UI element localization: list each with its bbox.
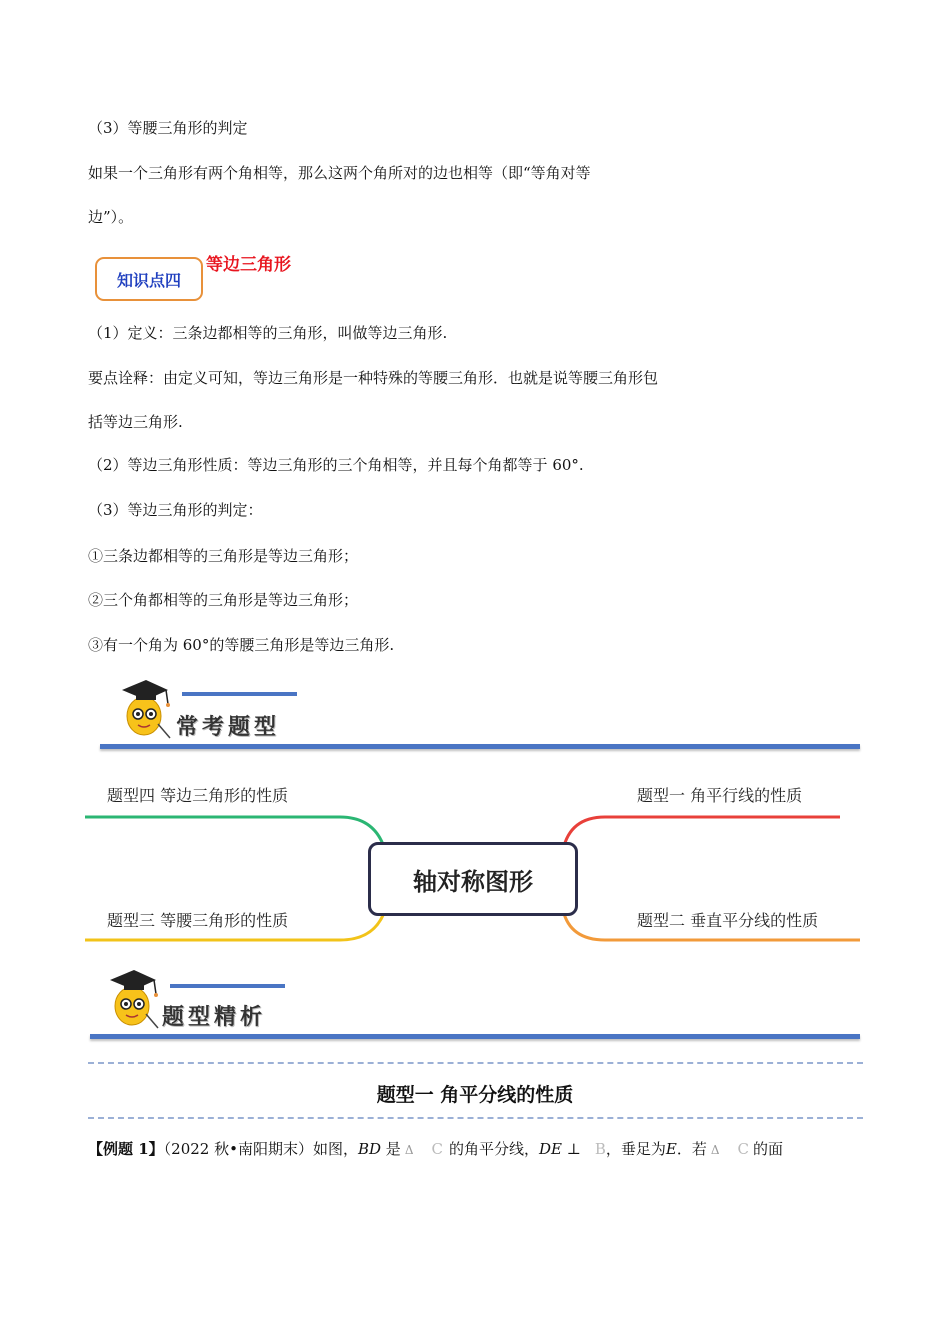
isosceles-judgement-text-line1: 如果一个三角形有两个角相等，那么这两个角所对的边也相等（即“等角对等	[88, 164, 591, 182]
section-common-title: 常考题型	[176, 714, 281, 740]
mindmap-label-bottom-left: 题型三 等腰三角形的性质	[107, 911, 289, 930]
equilateral-judgement-1: ①三条边都相等的三角形是等边三角形；	[88, 547, 359, 565]
mindmap-label-bottom-right: 题型二 垂直平分线的性质	[637, 911, 819, 930]
section-bar-long	[100, 744, 860, 749]
math-de: DE	[538, 1140, 562, 1158]
example-tag: 【例题 1】	[88, 1140, 164, 1158]
dashed-divider-bottom	[88, 1117, 863, 1119]
example-1	[88, 1138, 783, 1159]
math-b-faded: B	[594, 1140, 606, 1158]
triangle-symbol: Δ	[710, 1143, 720, 1157]
equilateral-judgement-2: ②三个角都相等的三角形是等边三角形；	[88, 591, 359, 609]
example-text: 是	[381, 1140, 401, 1158]
dashed-divider-top	[88, 1062, 863, 1064]
knowledge-point-title: 等边三角形	[206, 255, 291, 275]
triangle-symbol: Δ	[404, 1143, 414, 1157]
math-c-faded: C	[431, 1140, 443, 1158]
knowledge-point-box: 知识点四	[95, 257, 203, 301]
example-text: ，垂足为	[605, 1140, 666, 1158]
connector-top-right	[563, 817, 840, 850]
mindmap-label-top-right: 题型一 角平行线的性质	[637, 786, 803, 805]
section-bar-long	[90, 1034, 860, 1039]
section-common-header	[90, 672, 870, 762]
example-text: 的面	[753, 1140, 784, 1158]
equilateral-property: （2）等边三角形性质：等边三角形的三个角相等，并且每个角都等于 60°.	[88, 456, 584, 474]
equilateral-judgement-heading: （3）等边三角形的判定：	[88, 501, 263, 519]
equilateral-note-line1: 要点诠释：由定义可知，等边三角形是一种特殊的等腰三角形．也就是说等腰三角形包	[88, 369, 659, 387]
mindmap	[85, 770, 865, 950]
connector-top-left	[85, 817, 385, 850]
example-source: （2022 秋•南阳期末）如图，	[163, 1140, 358, 1158]
section-analysis-title: 题型精析	[162, 1004, 267, 1030]
mindmap-label-top-left: 题型四 等边三角形的性质	[107, 786, 289, 805]
section-analysis-header	[90, 962, 870, 1052]
section-bar-short	[182, 692, 297, 696]
equilateral-note-line2: 括等边三角形.	[88, 413, 183, 431]
type-one-title: 题型一 角平分线的性质	[376, 1084, 574, 1106]
isosceles-judgement-heading: （3）等腰三角形的判定	[88, 119, 248, 137]
isosceles-judgement-text-line2: 边”）。	[88, 208, 134, 226]
equilateral-judgement-3: ③有一个角为 60°的等腰三角形是等边三角形.	[88, 636, 395, 654]
section-bar-short	[170, 984, 285, 988]
example-text: ．若	[676, 1140, 707, 1158]
math-bd: BD	[357, 1140, 382, 1158]
math-e: E	[665, 1140, 677, 1158]
perpendicular-symbol: ⊥	[561, 1140, 581, 1158]
scholar-mascot-icon	[108, 674, 178, 744]
math-c-faded: C	[737, 1140, 750, 1158]
scholar-mascot-icon	[96, 964, 166, 1034]
mindmap-center: 轴对称图形	[368, 842, 578, 916]
example-text: 的角平分线，	[448, 1140, 539, 1158]
equilateral-definition: （1）定义：三条边都相等的三角形，叫做等边三角形.	[88, 324, 448, 342]
